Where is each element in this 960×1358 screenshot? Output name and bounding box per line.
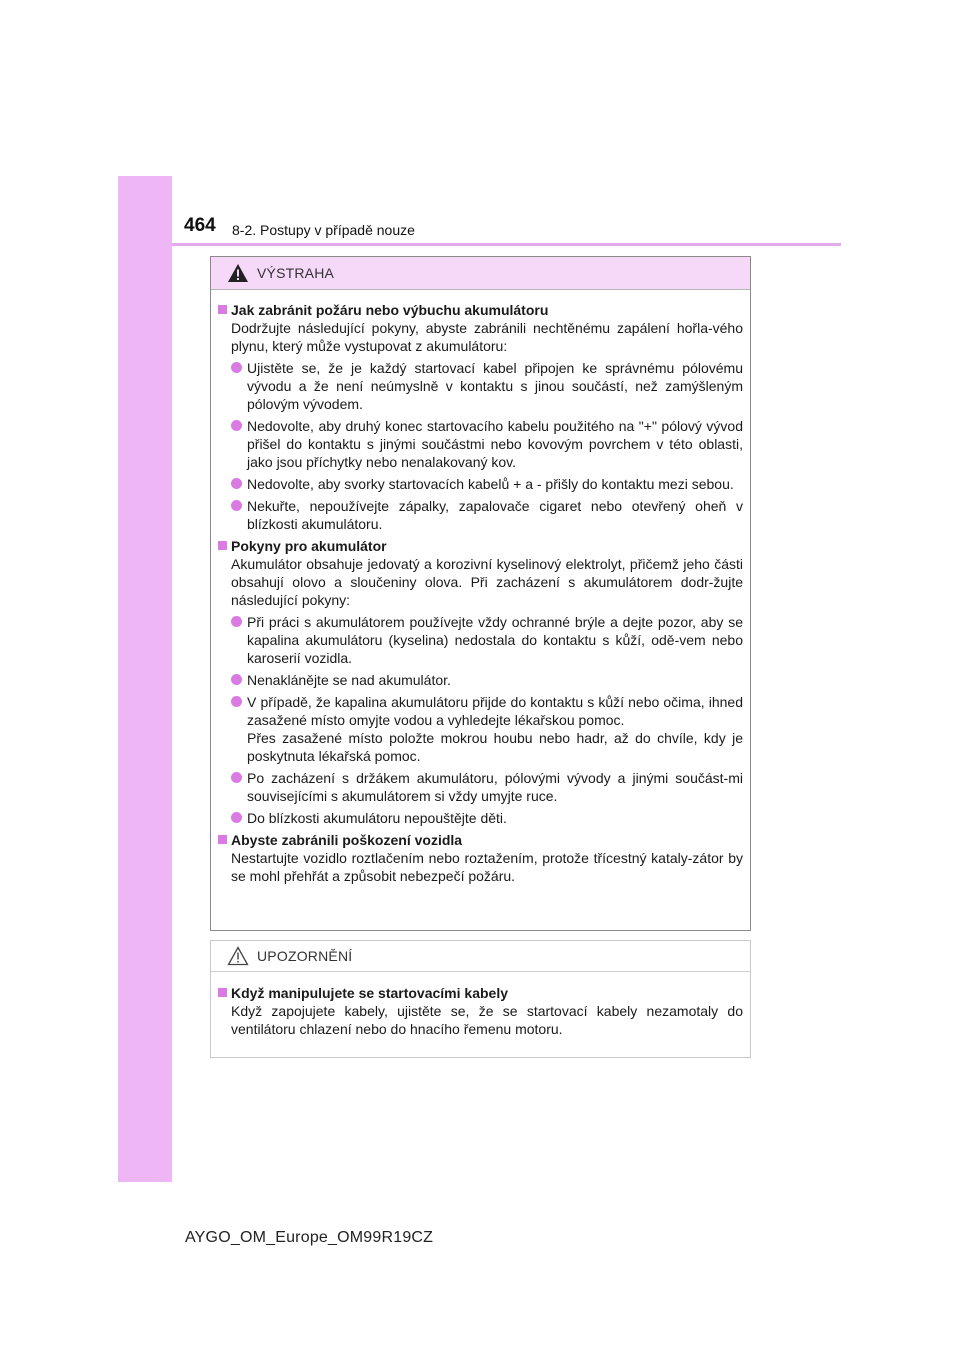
list-item — [218, 417, 743, 471]
list-item-text: Ujistěte se, že je každý startovací kabel připojen ke správnému pólovému vývodu a že není neúmyslně v kontaktu s jinou součástí, než zamýšleným pólovým vývodem. — [247, 360, 743, 412]
list-item — [218, 359, 743, 413]
list-item-text: Při práci s akumulátorem používejte vždy ochranné brýle a dejte pozor, aby se kapalina akumulátoru (kyselina) nedostala do kontaktu s kůží, odě-vem nebo karoserií vozidla. — [247, 614, 743, 666]
document-footer: AYGO_OM_Europe_OM99R19CZ — [185, 1229, 434, 1246]
round-bullet-icon — [231, 616, 242, 627]
list-item — [218, 769, 743, 805]
list-item-text: Nedovolte, aby druhý konec startovacího kabelu použitého na "+" pólový vývod přišel do kontaktu s jinými součástmi nebo kovovým povrchem v této oblasti, jako jsou příchytky nebo nenalakovaný kov. — [247, 418, 743, 470]
round-bullet-icon — [231, 772, 242, 783]
round-bullet-icon — [231, 696, 242, 707]
list-item — [218, 809, 743, 827]
warning-box — [210, 256, 751, 931]
heading-text: Pokyny pro akumulátor — [231, 538, 387, 554]
warning-header — [211, 257, 750, 290]
list-item-line: Přes zasažené místo položte mokrou houbu nebo hadr, až do chvíle, kdy je poskytnuta lékařská pomoc. — [247, 730, 743, 764]
heading-text: Abyste zabránili poškození vozidla — [231, 832, 463, 848]
list-item — [218, 497, 743, 533]
round-bullet-icon — [231, 812, 242, 823]
section-text: Akumulátor obsahuje jedovatý a korozivní kyselinový elektrolyt, přičemž jeho části obsahují olovo a sloučeniny olova. Při zacházení s akumulátorem dodr-žujte následující pokyny: — [231, 556, 743, 608]
chapter-sidebar-tab — [118, 176, 172, 1182]
list-item-text — [247, 693, 743, 765]
warning-body — [211, 290, 750, 885]
square-bullet-icon — [218, 305, 227, 314]
round-bullet-icon — [231, 362, 242, 373]
list-item-text: Nekuřte, nepoužívejte zápalky, zapalovače cigaret nebo otevřený oheň v blízkosti akumulátoru. — [247, 498, 743, 532]
header-divider — [172, 243, 841, 246]
section-text: Dodržujte následující pokyny, abyste zabránili nechtěnému zapálení hořla-vého plynu, který může vystupovat z akumulátoru: — [231, 320, 743, 354]
list-item-text: Nedovolte, aby svorky startovacích kabelů + a - přišly do kontaktu mezi sebou. — [247, 476, 734, 492]
list-item — [218, 475, 743, 493]
square-bullet-icon — [218, 541, 227, 550]
list-item-text: Do blízkosti akumulátoru nepouštějte děti. — [247, 810, 507, 826]
caution-header — [211, 941, 750, 972]
caution-body — [211, 972, 750, 1038]
section-heading — [218, 301, 743, 319]
section-title: 8-2. Postupy v případě nouze — [232, 222, 415, 238]
round-bullet-icon — [231, 478, 242, 489]
list-item — [218, 693, 743, 765]
caution-title: UPOZORNĚNÍ — [257, 948, 353, 964]
section-text: Když zapojujete kabely, ujistěte se, že se startovací kabely nezamotaly do ventilátoru chlazení nebo do hnacího řemenu motoru. — [231, 1003, 743, 1037]
warning-title: VÝSTRAHA — [257, 265, 335, 281]
list-item-text: Nenaklánějte se nad akumulátor. — [247, 672, 451, 688]
list-item — [218, 671, 743, 689]
square-bullet-icon — [218, 835, 227, 844]
caution-triangle-outline-icon — [227, 946, 249, 966]
page-number: 464 — [184, 215, 216, 236]
round-bullet-icon — [231, 500, 242, 511]
caution-box — [210, 940, 751, 1058]
section-text: Nestartujte vozidlo roztlačením nebo roztažením, protože třícestný kataly-zátor by se mohl přehřát a způsobit nebezpečí požáru. — [231, 850, 743, 884]
list-item-text: Po zacházení s držákem akumulátoru, pólovými vývody a jinými součást-mi souvisejícími s akumulátorem si vždy umyjte ruce. — [247, 770, 743, 804]
list-item — [218, 613, 743, 667]
round-bullet-icon — [231, 420, 242, 431]
list-item-line: V případě, že kapalina akumulátoru přijde do kontaktu s kůží nebo očima, ihned zasažené místo omyjte vodou a vyhledejte lékařskou pomoc. — [247, 694, 743, 728]
section-heading — [218, 537, 743, 555]
warning-triangle-filled-icon — [227, 263, 249, 283]
heading-text: Jak zabránit požáru nebo výbuchu akumulátoru — [231, 302, 549, 318]
square-bullet-icon — [218, 988, 227, 997]
round-bullet-icon — [231, 674, 242, 685]
heading-text: Když manipulujete se startovacími kabely — [231, 985, 508, 1001]
section-heading — [218, 984, 743, 1002]
section-heading — [218, 831, 743, 849]
